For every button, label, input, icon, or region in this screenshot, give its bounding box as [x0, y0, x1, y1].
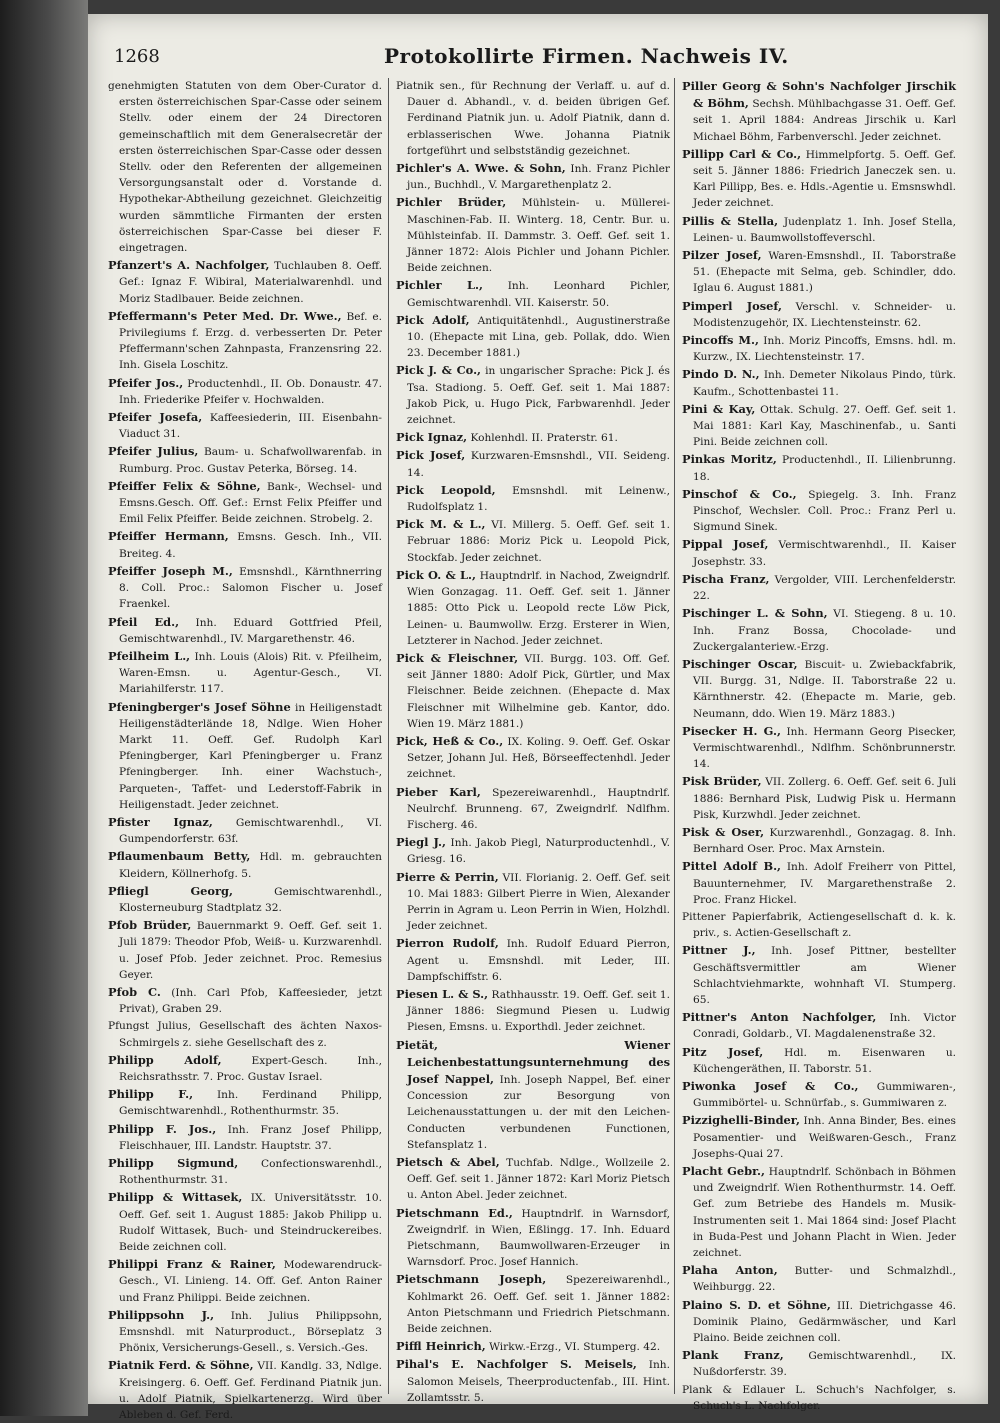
- page-header: [114, 34, 964, 74]
- firm-name: Philipp F.,: [108, 1087, 194, 1102]
- firm-name: Pfob C.: [108, 984, 161, 999]
- firm-name: Pick O. & L.,: [396, 567, 476, 582]
- column-divider-right: [674, 78, 675, 1394]
- firm-name: Pick Josef,: [396, 448, 466, 463]
- entry-details: Rathhausstr. 19. Oeff. Gef. seit 1. Jänner 1886: Siegmund Piesen u. Ludwig Piesen, Emsns. u. Exporthdl. Jeder zeichnet.: [407, 988, 670, 1034]
- entry-details: Inh. Victor Conradi, Goldarb., VI. Magdalenenstraße 32.: [693, 1012, 956, 1041]
- directory-entry: [682, 942, 956, 1008]
- firm-name: Pisk Brüder,: [682, 774, 762, 789]
- entry-details: Gemischtwarenhdl., IX. Nußdorferstr. 39.: [693, 1350, 956, 1379]
- firm-name: Pittner J.,: [682, 943, 756, 958]
- entry-details: genehmigten Statuten von dem Ober-Curator d. ersten österreichischen Spar-Casse oder seinem Stellv. oder einem der 24 Directoren gemeinschaftlich mit dem Generalsecretär der ersten österreichischen Spar-Casse oder dessen Stellv. oder den Referenten der allgemeinen Versorgungsanstalt oder d. Vorstande d. Hypothekar-Abtheilung gezeichnet. Gleichzeitig wurden sämmtliche Firmanten der ersten österreichischen Spar-Casse bei dieser F. eingetragen.: [108, 80, 382, 255]
- firm-name: Pick J. & Co.,: [396, 363, 481, 378]
- entry-details: Kaffeesiederin, III. Eisenbahn-Viaduct 31.: [119, 412, 383, 441]
- entry-details: Wirkw.-Erzg., VI. Stumperg. 42.: [489, 1341, 661, 1354]
- entry-details: Sechsh. Mühlbachgasse 31. Oeff. Gef. seit 1. April 1884: Andreas Jirschik u. Karl Michael Böhm, Farbenverschl. Jeder zeichnet.: [693, 98, 957, 143]
- directory-entry: [396, 1205, 670, 1271]
- firm-name: Pillipp Carl & Co.,: [682, 146, 802, 161]
- firm-name: Pfeiffer Hermann,: [108, 529, 229, 544]
- firm-name: Philippsohn J.,: [108, 1307, 215, 1322]
- firm-name: Piffl Heinrich,: [396, 1339, 486, 1354]
- directory-entry: [108, 563, 382, 613]
- entry-details: Inh. Franz Pichler jun., Buchhdl., V. Margarethenplatz 2.: [407, 163, 670, 192]
- firm-name: Piller Georg & Sohn's Nachfolger Jirschik & Böhm,: [682, 79, 956, 111]
- directory-entry: [682, 909, 956, 941]
- directory-entry: [682, 213, 956, 246]
- firm-name: Pfliegl Georg,: [108, 883, 233, 898]
- entry-details: IX. Koling. 9. Oeff. Gef. Oskar Setzer, Johann Jul. Heß, Börseeffectenhdl. Jeder zeichnet.: [407, 735, 670, 781]
- entry-details: Bef. e. Privilegiums f. Erzg. d. verbesserten Dr. Peter Pfeffermann'schen Zahnpasta, Franzensring 22. Inh. Gisela Loschitz.: [119, 310, 382, 372]
- firm-name: Pischinger Oscar,: [682, 656, 798, 671]
- firm-name: Pick Adolf,: [396, 312, 470, 327]
- directory-entry: [108, 478, 382, 528]
- firm-name: Pfanzert's A. Nachfolger,: [108, 258, 270, 273]
- firm-name: Piwonka Josef & Co.,: [682, 1078, 859, 1093]
- directory-entry: [396, 1271, 670, 1337]
- firm-name: Pizzighelli-Binder,: [682, 1113, 800, 1128]
- entry-details: Inh. Louis (Alois) Rit. v. Pfeilheim, Waren-Emsn. u. Agentur-Gesch., VI. Mariahilferstr. 117.: [119, 650, 382, 696]
- firm-name: Pick M. & L.,: [396, 517, 486, 532]
- directory-entry: [396, 733, 670, 783]
- firm-name: Pfob Brüder,: [108, 918, 192, 933]
- entry-details: Inh. Leonhard Pichler, Gemischtwarenhdl. VII. Kaiserstr. 50.: [407, 280, 671, 309]
- firm-name: Pierre & Perrin,: [396, 869, 499, 884]
- firm-name: Plank Franz,: [682, 1348, 784, 1363]
- directory-entry: [396, 567, 670, 649]
- entry-details: Antiquitätenhdl., Augustinerstraße 10. (Ehepacte mit Lina, geb. Pollak, ddo. Wien 23. December 1881.): [407, 314, 670, 360]
- firm-name: Plaha Anton,: [682, 1263, 778, 1278]
- entry-details: Tuchlauben 8. Oeff. Gef.: Ignaz F. Wibiral, Materialwarenhdl. und Moriz Stadlbauer. Beide zeichnen.: [119, 260, 382, 305]
- entry-details: Gemischtwarenhdl., Klosterneuburg Stadtplatz 32.: [119, 885, 383, 914]
- firm-name: Pincoffs M.,: [682, 333, 759, 348]
- directory-entry: [396, 784, 670, 834]
- entry-details: Inh. Julius Philippsohn, Emsnshdl. mit Naturproduct., Börseplatz 3 Phönix, Versicherungs-Gesell., s. Versich.-Ges.: [119, 1309, 383, 1355]
- firm-name: Pfeningberger's Josef Söhne: [108, 699, 291, 714]
- firm-name: Pischa Franz,: [682, 571, 770, 586]
- directory-entry: [396, 650, 670, 732]
- directory-entry: [396, 1356, 670, 1406]
- directory-entry: [396, 869, 670, 935]
- directory-entry: [682, 247, 956, 297]
- firm-name: Pfeilheim L.,: [108, 648, 191, 663]
- directory-entry: [108, 443, 382, 476]
- entry-details: (Inh. Carl Pfob, Kaffeesieder, jetzt Privat), Graben 29.: [119, 986, 382, 1016]
- book-spine-shadow: [0, 0, 88, 1416]
- directory-entry: [682, 366, 956, 399]
- firm-name: Pfeiffer Joseph M.,: [108, 563, 233, 578]
- directory-entry: [108, 699, 382, 813]
- directory-entry: [108, 409, 382, 442]
- firm-name: Pilzer Josef,: [682, 248, 762, 263]
- firm-name: Pillis & Stella,: [682, 213, 779, 228]
- firm-name: Pinkas Moritz,: [682, 452, 777, 467]
- directory-entry: [682, 1044, 956, 1077]
- directory-entry: [682, 401, 956, 451]
- directory-entry: [108, 1357, 382, 1423]
- entry-details: VII. Florianig. 2. Oeff. Gef. seit 10. Mai 1883: Gilbert Pierre in Wien, Alexander Perrin in Agram u. Leon Perrin in Wien, Holzhdl. Jeder zeichnet.: [407, 871, 671, 933]
- directory-entry: [108, 1155, 382, 1188]
- firm-name: Pietschmann Ed.,: [396, 1205, 513, 1220]
- directory-entry: [108, 308, 382, 374]
- entry-details: Hdl. m. Eisenwaren u. Küchengeräthen, II. Taborstr. 51.: [693, 1046, 957, 1075]
- directory-entry: [682, 451, 956, 484]
- directory-entry: [108, 984, 382, 1017]
- firm-name: Placht Gebr.,: [682, 1164, 765, 1178]
- firm-name: Philipp Sigmund,: [108, 1156, 239, 1170]
- firm-name: Pitz Josef,: [682, 1044, 764, 1059]
- entry-details: in ungarischer Sprache: Pick J. és Tsa. Stadiong. 5. Oeff. Gef. seit 1. Mai 1887: Jakob Pick, u. Hugo Pick, Farbwarenhdl. Jeder zeichnet.: [407, 365, 670, 427]
- firm-name: Pisk & Oser,: [682, 824, 765, 839]
- entry-details: Inh. Eduard Gottfried Pfeil, Gemischtwarenhdl., IV. Margarethenstr. 46.: [119, 616, 382, 645]
- directory-entry: [108, 814, 382, 847]
- entry-details: Inh. Demeter Nikolaus Pindo, türk. Kaufm., Schottenbastei 11.: [693, 369, 956, 398]
- directory-entry: [396, 482, 670, 515]
- entry-details: in Heiligenstadt Heiligenstädterlände 18, Ndlge. Wien Hoher Markt 11. Oeff. Gef. Rudolph Karl Pfeningberger, Karl Pfeningberger u. Franz Pfeningberger. Inh. einer Wachstuch-, Parqueten-, Taffet- und Lederstoff-Fabrik in Heiligenstadt. Jeder zeichnet.: [119, 701, 382, 811]
- entry-details: Spezereiwarenhdl., Hauptndrlf. Neulrchf. Brunneng. 67, Zweigndrlf. Ndlfhm. Fischerg. 46.: [407, 786, 670, 831]
- firm-name: Pichler's A. Wwe. & Sohn,: [396, 161, 566, 176]
- firm-name: Pisecker H. G.,: [682, 723, 781, 738]
- entry-details: Inh. Moriz Pincoffs, Emsns. hdl. m. Kurzw., IX. Liechtensteinstr. 17.: [693, 335, 957, 364]
- directory-entry: [682, 486, 956, 536]
- entry-details: Inh. Franz Josef Philipp, Fleischhauer, III. Landstr. Hauptstr. 37.: [119, 1123, 382, 1152]
- firm-name: Philipp F. Jos.,: [108, 1121, 217, 1136]
- firm-name: Pflaumenbaum Betty,: [108, 849, 251, 864]
- entry-details: Vermischtwarenhdl., II. Kaiser Josephstr. 33.: [693, 539, 956, 568]
- directory-entry: [682, 1112, 956, 1162]
- firm-name: Pick & Fleischner,: [396, 650, 519, 665]
- entry-details: Baum- u. Schafwollwarenfab. in Rumburg. Proc. Gustav Peterka, Börseg. 14.: [119, 446, 383, 475]
- firm-name: Philipp & Wittasek,: [108, 1190, 243, 1205]
- firm-name: Pindo D. N.,: [682, 367, 760, 382]
- directory-entry: [108, 257, 382, 307]
- directory-entry: [682, 824, 956, 857]
- firm-name: Pietät, Wiener Leichenbestattungsunternehmung des Josef Nappel,: [396, 1037, 670, 1086]
- entry-details: VI. Millerg. 5. Oeff. Gef. seit 1. Februar 1886: Moriz Pick u. Leopold Pick, Stockfab. Jeder zeichnet.: [407, 519, 670, 564]
- entry-details: Inh. Rudolf Eduard Pierron, Agent u. Emsnshdl. mit Leder, III. Dampfschiffstr. 6.: [407, 938, 670, 983]
- firm-name: Philipp Adolf,: [108, 1052, 222, 1067]
- entry-details: Inh. Adolf Freiherr von Pittel, Bauunternehmer, IV. Margarethenstraße 2. Proc. Franz Hickel.: [693, 861, 957, 906]
- directory-entry: [396, 277, 670, 310]
- directory-entry: [682, 858, 956, 908]
- firm-name: Pfeffermann's Peter Med. Dr. Wwe.,: [108, 308, 342, 323]
- firm-name: Piatnik Ferd. & Söhne,: [108, 1358, 254, 1373]
- directory-entry: [108, 528, 382, 561]
- entry-details: Gummiwaren-, Gummibörtel- u. Schnürfab., s. Gummiwaren z.: [693, 1080, 956, 1110]
- directory-entry: [396, 362, 670, 428]
- directory-entry: [108, 1121, 382, 1154]
- column-left: [108, 78, 383, 1422]
- firm-name: Piesen L. & S.,: [396, 986, 489, 1001]
- directory-entry: [682, 1382, 956, 1414]
- entry-details: Hauptndrlf. in Nachod, Zweigndrlf. Wien Gonzagag. 11. Oeff. Gef. seit 1. Jänner 1885: Otto Pick u. Leopold recte Löw Pick, Leinen- u. Baumwollw. Erzg. Ersterer in Wien, Letzterer in Nachod. Jeder zeichnet.: [407, 569, 671, 647]
- entry-details: Productenhdl., II. Ob. Donaustr. 47. Inh. Friederike Pfeifer v. Hochwalden.: [119, 377, 383, 406]
- firm-name: Pick Ignaz,: [396, 430, 468, 445]
- entry-details: Gemischtwarenhdl., VI. Gumpendorferstr. 63f.: [119, 816, 383, 846]
- entry-details: Spezereiwarenhdl., Kohlmarkt 26. Oeff. Gef. seit 1. Jänner 1882: Anton Pietschmann und Friedrich Pietschmann. Beide zeichnen.: [407, 1274, 670, 1336]
- entry-details: Waren-Emsnshdl., II. Taborstraße 51. (Ehepacte mit Selma, geb. Schindler, ddo. Iglau 6. August 1881.): [693, 250, 956, 295]
- entry-details: VII. Kandlg. 33, Ndlge. Kreisingerg. 6. Oeff. Gef. Ferdinand Piatnik jun. u. Adolf Piatnik, Spielkartenerzg. Wird über Ableben d. Gef. Ferd.: [119, 1360, 382, 1422]
- entry-details: Confectionswarenhdl., Rothenthurmstr. 31.: [119, 1158, 382, 1187]
- firm-name: Philippi Franz & Rainer,: [108, 1257, 276, 1272]
- firm-name: Pihal's E. Nachfolger S. Meisels,: [396, 1357, 637, 1372]
- directory-entry: [682, 146, 956, 212]
- firm-name: Pick, Heß & Co.,: [396, 733, 504, 748]
- directory-entry: [108, 1256, 382, 1306]
- directory-entry: [682, 773, 956, 823]
- entry-details: Inh. Josef Pittner, bestellter Geschäftsvermittler am Wiener Schlachtviehmarkte, wohnhaft VI. Stumperg. 65.: [693, 945, 956, 1006]
- entry-details: Bank-, Wechsel- und Emsns.Gesch. Off. Gef.: Ernst Felix Pfeiffer und Emil Felix Pfeiffer. Beide zeichnen. Strobelg. 2.: [119, 480, 383, 526]
- directory-entry: [108, 648, 382, 698]
- directory-entry: [396, 447, 670, 480]
- directory-entry: [396, 1154, 670, 1204]
- entry-details: Inh. Jakob Piegl, Naturproductenhdl., V. Griesg. 16.: [407, 837, 670, 866]
- entry-details: Vergolder, VIII. Lerchenfelderstr. 22.: [693, 573, 956, 603]
- directory-entry: [108, 375, 382, 408]
- entry-details: Kohlenhdl. II. Praterstr. 61.: [470, 432, 618, 445]
- firm-name: Pittner's Anton Nachfolger,: [682, 1010, 877, 1025]
- directory-entry: [682, 1009, 956, 1042]
- firm-name: Pfeifer Jos.,: [108, 375, 184, 390]
- directory-entry: [108, 917, 382, 983]
- entry-details: Ottak. Schulg. 27. Oeff. Gef. seit 1. Mai 1881: Karl Kay, Maschinenfab., u. Santi Pini. Beide zeichnen coll.: [693, 403, 956, 449]
- firm-name: Pietsch & Abel,: [396, 1155, 500, 1169]
- firm-name: Pinschof & Co.,: [682, 486, 797, 501]
- entry-details: Spiegelg. 3. Inh. Franz Pinschof, Wechsler. Coll. Proc.: Franz Perl u. Sigmund Sinek.: [693, 488, 956, 534]
- page-number: 1268: [114, 46, 160, 67]
- entry-details: VII. Zollerg. 6. Oeff. Gef. seit 6. Juli 1886: Bernhard Pisk, Ludwig Pisk u. Hermann Pisk, Kurzwhdl. Jeder zeichnet.: [693, 776, 956, 821]
- directory-entry: [108, 1052, 382, 1085]
- directory-entry: [396, 1338, 670, 1355]
- column-right: [682, 78, 957, 1412]
- directory-entry: [108, 1307, 382, 1357]
- firm-name: Pierron Rudolf,: [396, 936, 499, 951]
- directory-entry: [396, 78, 670, 159]
- firm-name: Pittel Adolf B.,: [682, 859, 782, 874]
- running-title: Protokollirte Firmen. Nachweis IV.: [384, 44, 789, 68]
- directory-entry: [396, 935, 670, 985]
- firm-name: Pietschmann Joseph,: [396, 1272, 547, 1287]
- entry-details: Hdl. m. gebrauchten Kleidern, Köllnerhofg. 5.: [119, 851, 382, 880]
- entry-details: Judenplatz 1. Inh. Josef Stella, Leinen- u. Baumwollstoffeverschl.: [693, 215, 956, 244]
- firm-name: Pick Leopold,: [396, 482, 496, 497]
- directory-entry: [682, 78, 956, 145]
- entry-details: Kurzwaren-Emsnshdl., VII. Seideng. 14.: [407, 450, 670, 479]
- directory-entry: [396, 160, 670, 193]
- entry-details: IX. Universitätsstr. 10. Oeff. Gef. seit 1. August 1885: Jakob Philipp u. Rudolf Wittasek, Buch- und Steindruckereibes. Beide zeichnen coll.: [119, 1192, 383, 1254]
- firm-name: Piegl J.,: [396, 835, 446, 850]
- directory-entry: [108, 614, 382, 647]
- firm-name: Pischinger L. & Sohn,: [682, 606, 828, 621]
- entry-details: Kurzwarenhdl., Gonzagag. 8. Inh. Bernhard Oser. Proc. Max Arnstein.: [693, 826, 956, 856]
- entry-details: Plank & Edlauer L. Schuch's Nachfolger, s. Schuch's L. Nachfolger.: [682, 1383, 956, 1412]
- firm-name: Pini & Kay,: [682, 401, 756, 416]
- directory-entry: [108, 848, 382, 881]
- directory-entry: [682, 571, 956, 604]
- entry-details: Hauptndrlf. Schönbach in Böhmen und Zweigndrlf. Wien Rothenthurmstr. 14. Oeff. Gef. zum Betriebe des Handels m. Musik-Instrumenten seit 1. Mai 1864 sind: Josef Placht in Buda-Pest und Johann Placht in Wien. Jeder zeichnet.: [693, 1166, 956, 1260]
- directory-entry: [108, 883, 382, 916]
- directory-entry: [682, 1347, 956, 1380]
- directory-entry: [682, 1262, 956, 1295]
- firm-name: Plaino S. D. et Söhne,: [682, 1297, 831, 1312]
- directory-entry: [396, 194, 670, 276]
- directory-entry: [396, 986, 670, 1036]
- column-divider-left: [388, 78, 389, 1394]
- entry-details: Inh. Salomon Meisels, Theerproductenfab., III. Hint. Zollamtsstr. 5.: [407, 1359, 670, 1404]
- firm-name: Pieber Karl,: [396, 784, 481, 799]
- entry-details: Emsnshdl., Kärnthnerring 8. Coll. Proc.: Salomon Fischer u. Josef Fraenkel.: [119, 565, 382, 611]
- entry-details: Modewarendruck-Gesch., VI. Linieng. 14. Off. Gef. Anton Rainer und Franz Philippi. Beide zeichnen.: [119, 1259, 382, 1304]
- entry-details: Mühlstein- u. Müllerei-Maschinen-Fab. II. Winterg. 18, Centr. Bur. u. Mühlsteinfab. II. Dammstr. 3. Oeff. Gef. seit 1. Jänner 1872: Alois Pichler und Johann Pichler. Beide zeichnen.: [407, 197, 670, 275]
- directory-entry: [396, 429, 670, 446]
- firm-name: Pfeifer Julius,: [108, 444, 199, 459]
- firm-name: Pippal Josef,: [682, 537, 769, 552]
- entry-details: Piatnik sen., für Rechnung der Verlaff. u. auf d. Dauer d. Abhandl., v. d. beiden übrigen Gef. Ferdinand Piatnik jun. u. Adolf Piatnik, dann d. erblasserischen Wwe. Johanna Piatnik fortgeführt und selbstständig gezeichnet.: [396, 80, 670, 157]
- entry-details: Emsns. Gesch. Inh., VII. Breiteg. 4.: [119, 531, 382, 560]
- entry-details: Pittener Papierfabrik, Actiengesellschaft d. k. k. priv., s. Actien-Gesellschaft z.: [682, 910, 956, 940]
- directory-entry: [682, 1078, 956, 1111]
- directory-entry: [682, 298, 956, 331]
- directory-page: [88, 14, 988, 1422]
- entry-details: Bauernmarkt 9. Oeff. Gef. seit 1. Juli 1879: Theodor Pfob, Weiß- u. Kurzwarenhdl. u. Josef Pfob. Jeder zeichnet. Proc. Remesius Geyer.: [119, 920, 382, 981]
- directory-entry: [682, 605, 956, 655]
- entry-details: Inh. Ferdinand Philipp, Gemischtwarenhdl., Rothenthurmstr. 35.: [119, 1089, 382, 1118]
- firm-name: Pfister Ignaz,: [108, 814, 213, 829]
- entry-details: Emsnshdl. mit Leinenw., Rudolfsplatz 1.: [407, 484, 671, 514]
- directory-entry: [108, 78, 382, 256]
- entry-details: Pfungst Julius, Gesellschaft des ächten Naxos-Schmirgels z. siehe Gesellschaft des z.: [108, 1020, 382, 1049]
- directory-entry: [108, 1018, 382, 1050]
- firm-name: Pichler Brüder,: [396, 195, 507, 210]
- directory-entry: [396, 516, 670, 566]
- firm-name: Pimperl Josef,: [682, 298, 782, 313]
- entry-details: Productenhdl., II. Lilienbrunng. 18.: [693, 454, 956, 483]
- directory-entry: [682, 656, 956, 722]
- directory-entry: [108, 1086, 382, 1119]
- directory-entry: [682, 536, 956, 569]
- entry-details: VII. Burgg. 103. Off. Gef. seit Jänner 1880: Adolf Pick, Gürtler, und Max Fleischner. Beide zeichnen. (Ehepacte d. Max Fleischner mit Wilhelmine geb. Kantor, ddo. Wien 19. März 1881.): [407, 652, 670, 730]
- entry-details: Biscuit- u. Zwiebackfabrik, VII. Burgg. 31, Ndlge. II. Taborstraße 22 u. Kärnthnerstr. 42. (Ehepacte m. Marie, geb. Neumann, ddo. Wien 19. März 1883.): [693, 658, 956, 720]
- entry-details: Expert-Gesch. Inh., Reichsrathsstr. 7. Proc. Gustav Israel.: [119, 1054, 382, 1083]
- entry-details: III. Dietrichgasse 46. Dominik Plaino, Gedärmwäscher, und Karl Plaino. Beide zeichnen coll.: [693, 1299, 956, 1345]
- directory-entry: [682, 1163, 956, 1261]
- entry-details: Hauptndrlf. in Warnsdorf, Zweigndrlf. in Wien, Eßlingg. 17. Inh. Eduard Pietschmann, Baumwollwaren-Erzeuger in Warnsdorf. Proc. Josef Hannich.: [407, 1207, 671, 1269]
- firm-name: Pichler L.,: [396, 278, 483, 293]
- directory-entry: [682, 1297, 956, 1347]
- directory-entry: [108, 1189, 382, 1255]
- firm-name: Pfeil Ed.,: [108, 614, 180, 629]
- column-middle: [396, 78, 671, 1404]
- directory-entry: [396, 834, 670, 867]
- directory-entry: [682, 723, 956, 773]
- entry-details: Inh. Hermann Georg Pisecker, Vermischtwarenhdl., Ndlfhm. Schönbrunnerstr. 14.: [693, 725, 956, 771]
- directory-entry: [396, 1037, 670, 1153]
- directory-entry: [682, 332, 956, 365]
- firm-name: Pfeifer Josefa,: [108, 410, 203, 425]
- entry-details: Himmelpfortg. 5. Oeff. Gef. seit 5. Jänner 1886: Friedrich Janeczek sen. u. Karl Pillipp, Bes. e. Hdls.-Agentie u. Emsnswhdl. Jeder zeichnet.: [693, 148, 956, 210]
- firm-name: Pfeiffer Felix & Söhne,: [108, 478, 261, 493]
- entry-details: VI. Stiegeng. 8 u. 10. Inh. Franz Bossa, Chocolade- und Zuckergalanteriew.-Erzg.: [693, 608, 956, 653]
- directory-entry: [396, 312, 670, 362]
- entry-details: Butter- und Schmalzhdl., Weihburgg. 22.: [693, 1265, 956, 1294]
- entry-details: Tuchfab. Ndlge., Wollzeile 2. Oeff. Gef. seit 1. Jänner 1872: Karl Moriz Pietsch u. Anton Abel. Jeder zeichnet.: [407, 1157, 670, 1202]
- entry-details: Verschl. v. Schneider- u. Modistenzugehör, IX. Liechtensteinstr. 62.: [693, 300, 956, 329]
- entry-details: Inh. Joseph Nappel, Bef. einer Concession zur Besorgung von Leichenausstattungen u. der mit den Leichen-Conducten verbundenen Functionen, Stefansplatz 1.: [407, 1073, 671, 1151]
- entry-details: Inh. Anna Binder, Bes. eines Posamentier- und Weißwaren-Gesch., Franz Josephs-Quai 27.: [693, 1115, 956, 1160]
